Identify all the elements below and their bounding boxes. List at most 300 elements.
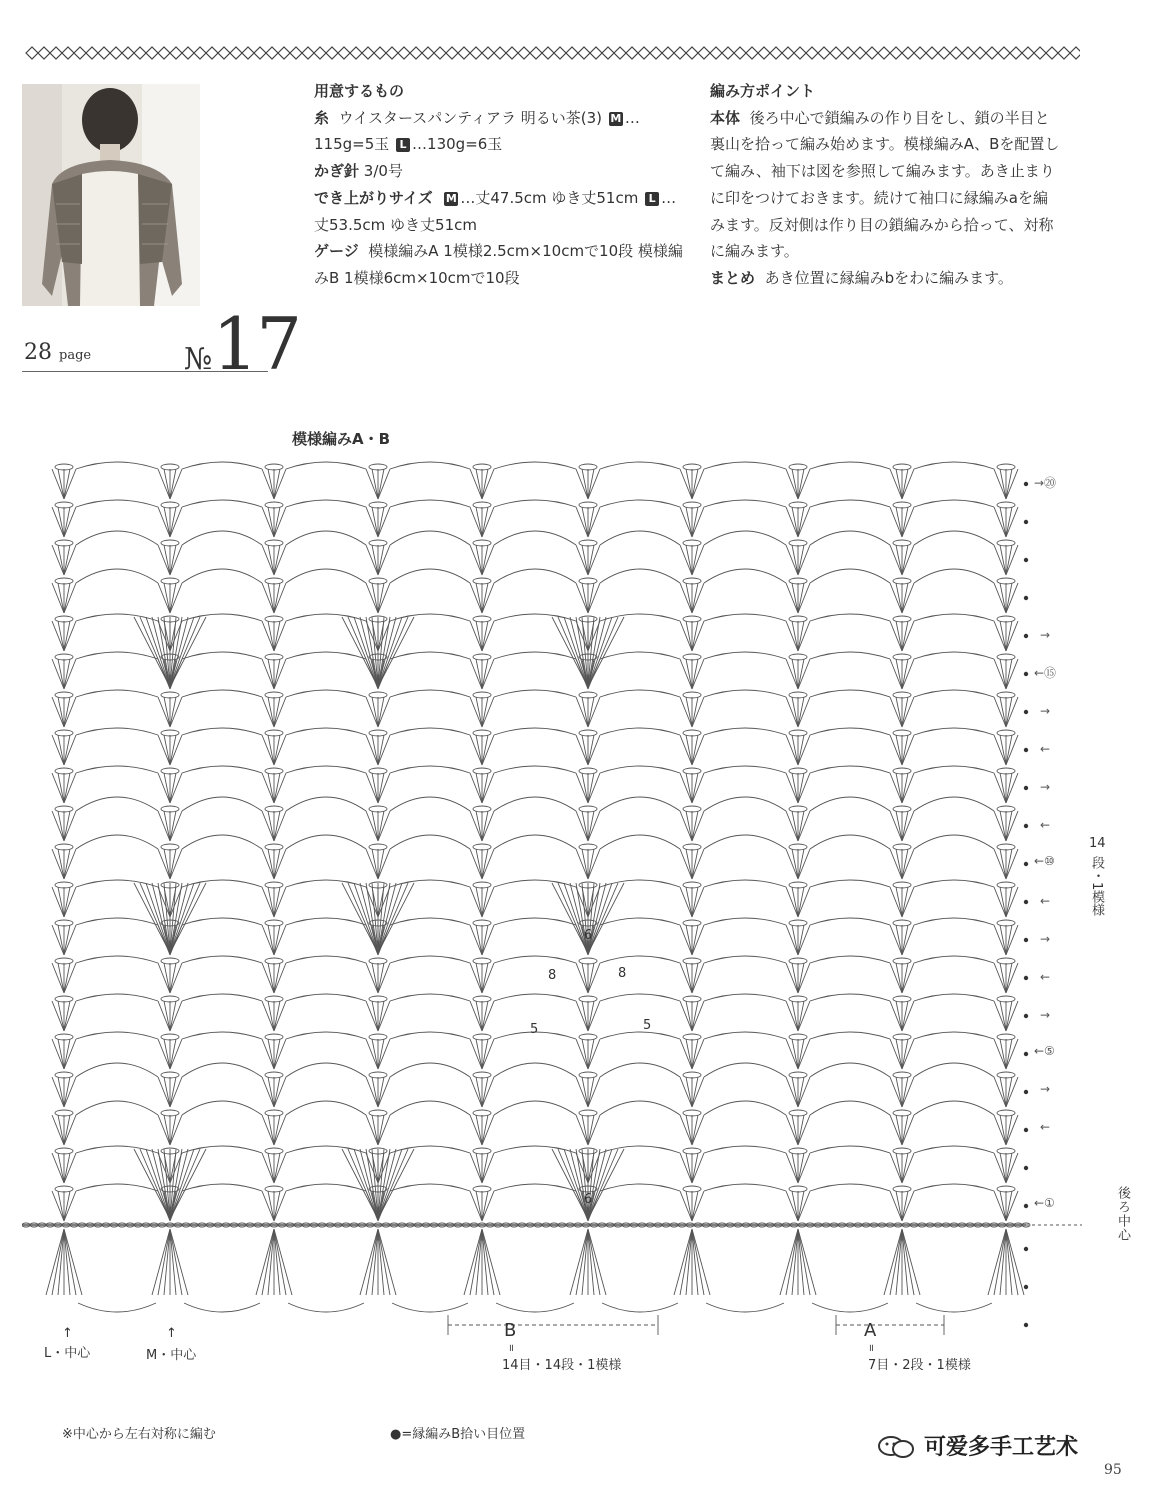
chain-arch	[286, 1101, 366, 1115]
double-crochet	[896, 811, 902, 841]
chain-arch	[600, 994, 680, 1001]
chain-arch	[494, 956, 576, 963]
double-crochet	[52, 697, 64, 727]
double-crochet	[692, 963, 704, 993]
double-crochet	[692, 811, 704, 841]
double-crochet	[680, 659, 692, 689]
double-crochet	[786, 1153, 798, 1183]
double-crochet	[58, 1001, 64, 1031]
border-diamond	[806, 47, 818, 59]
double-crochet	[170, 697, 182, 727]
double-crochet	[170, 1077, 182, 1107]
border-diamond	[434, 47, 446, 59]
double-crochet	[902, 659, 908, 689]
body-label: 本体	[710, 108, 741, 127]
double-crochet	[58, 887, 64, 917]
double-crochet	[798, 1191, 804, 1221]
double-crochet	[994, 963, 1006, 993]
double-crochet	[470, 697, 482, 727]
double-crochet	[170, 963, 176, 993]
chain-arch	[810, 797, 890, 811]
shell-stitch	[378, 1149, 402, 1219]
chain-arch	[494, 652, 576, 659]
double-crochet	[896, 1077, 902, 1107]
double-crochet	[170, 811, 176, 841]
double-crochet	[170, 811, 182, 841]
double-crochet	[798, 1153, 810, 1183]
double-crochet	[158, 849, 170, 879]
border-diamond	[182, 47, 194, 59]
double-crochet	[64, 1039, 76, 1069]
double-crochet	[1006, 621, 1018, 651]
double-crochet	[890, 773, 902, 803]
double-crochet	[476, 583, 482, 613]
double-crochet	[164, 1039, 170, 1069]
double-crochet	[64, 1001, 76, 1031]
double-crochet	[164, 773, 170, 803]
chain-arch	[286, 835, 366, 849]
double-crochet	[274, 735, 280, 765]
double-crochet	[372, 583, 378, 613]
double-crochet	[170, 1077, 176, 1107]
double-crochet	[576, 735, 588, 765]
chain-arch	[494, 690, 576, 697]
chain-arch	[76, 1184, 158, 1191]
double-crochet	[576, 469, 588, 499]
repeat-b-caption: 14目・14段・1模様	[502, 1358, 622, 1373]
double-crochet	[274, 1039, 286, 1069]
double-crochet	[1006, 1077, 1018, 1107]
chain-arch	[914, 1101, 994, 1115]
double-crochet	[1000, 887, 1006, 917]
double-crochet	[798, 1077, 810, 1107]
double-crochet	[686, 1153, 692, 1183]
double-crochet	[378, 1077, 384, 1107]
shell-stitch	[378, 883, 390, 953]
double-crochet	[170, 849, 176, 879]
chain-arch	[182, 500, 262, 507]
double-crochet	[890, 697, 902, 727]
double-crochet	[366, 811, 378, 841]
double-crochet	[902, 621, 908, 651]
double-crochet	[692, 925, 698, 955]
chain-arch	[76, 1063, 158, 1077]
double-crochet	[378, 469, 384, 499]
double-crochet	[274, 697, 286, 727]
chain-arch	[494, 918, 576, 925]
double-crochet	[798, 1153, 804, 1183]
double-crochet	[692, 621, 704, 651]
border-diamond	[470, 47, 482, 59]
double-crochet	[372, 545, 378, 575]
double-crochet	[896, 659, 902, 689]
chain-arch	[914, 1032, 994, 1039]
double-crochet	[64, 469, 76, 499]
shell-stitch	[354, 883, 378, 953]
double-crochet	[158, 545, 170, 575]
double-crochet	[792, 545, 798, 575]
border-diamond	[698, 47, 710, 59]
double-crochet	[170, 1039, 182, 1069]
chain-arch	[914, 690, 994, 697]
border-diamond	[782, 47, 794, 59]
double-crochet	[1000, 773, 1006, 803]
repeat-b-equals: ॥	[508, 1343, 514, 1354]
chain-arch	[810, 956, 890, 963]
double-crochet	[902, 1115, 914, 1145]
double-crochet	[64, 507, 70, 537]
border-diamond	[50, 47, 62, 59]
double-crochet	[576, 849, 588, 879]
page-number: 95	[1104, 1462, 1122, 1478]
pickup-dot	[1024, 634, 1028, 638]
double-crochet	[274, 963, 280, 993]
double-crochet	[786, 507, 798, 537]
edging-arch	[602, 1303, 678, 1312]
chain-arch	[704, 728, 786, 735]
chain-arch	[704, 652, 786, 659]
border-diamond	[146, 47, 158, 59]
double-crochet	[1000, 1191, 1006, 1221]
double-crochet	[52, 735, 64, 765]
double-crochet	[274, 507, 280, 537]
double-crochet	[1006, 545, 1012, 575]
double-crochet	[588, 773, 594, 803]
double-crochet	[170, 545, 182, 575]
chain-arch	[390, 797, 470, 811]
border-diamond	[1022, 47, 1034, 59]
double-crochet	[1000, 963, 1006, 993]
double-crochet	[64, 1115, 70, 1145]
double-crochet	[902, 1191, 914, 1221]
double-crochet	[470, 1077, 482, 1107]
chain-arch	[76, 835, 158, 849]
double-crochet	[692, 1153, 704, 1183]
double-crochet	[170, 469, 182, 499]
yarn-m-amount: …115g=5玉	[314, 108, 640, 154]
border-diamond	[326, 47, 338, 59]
double-crochet	[64, 659, 76, 689]
double-crochet	[164, 697, 170, 727]
double-crochet	[902, 735, 908, 765]
border-diamond	[134, 47, 146, 59]
border-diamond	[398, 47, 410, 59]
double-crochet	[902, 849, 914, 879]
double-crochet	[902, 963, 908, 993]
double-crochet	[372, 735, 378, 765]
double-crochet	[58, 697, 64, 727]
double-crochet	[274, 507, 286, 537]
yarn-l-amount: …130g=6玉	[412, 135, 503, 154]
chain-arch	[76, 918, 158, 925]
border-diamond	[866, 47, 878, 59]
border-diamond	[686, 47, 698, 59]
double-crochet	[1006, 925, 1012, 955]
double-crochet	[274, 469, 286, 499]
double-crochet	[378, 583, 390, 613]
double-crochet	[798, 811, 810, 841]
chain-arch	[390, 531, 470, 545]
double-crochet	[582, 1115, 588, 1145]
double-crochet	[1006, 507, 1018, 537]
double-crochet	[268, 887, 274, 917]
chain-arch	[600, 462, 680, 469]
double-crochet	[902, 735, 914, 765]
double-crochet	[268, 621, 274, 651]
double-crochet	[994, 1039, 1006, 1069]
double-crochet	[890, 735, 902, 765]
chain-arch	[704, 880, 786, 887]
page-reference-word: page	[59, 348, 92, 363]
border-diamond	[746, 47, 758, 59]
repeat-a-letter: A	[864, 1320, 877, 1341]
border-diamond	[218, 47, 230, 59]
double-crochet	[378, 1115, 390, 1145]
pickup-note: ●=縁編みB拾い目位置	[390, 1427, 526, 1442]
double-crochet	[64, 545, 76, 575]
double-crochet	[262, 507, 274, 537]
chain-arch	[494, 531, 576, 545]
border-diamond	[794, 47, 806, 59]
border-diamond	[1034, 47, 1046, 59]
double-crochet	[680, 811, 692, 841]
chain-arch	[286, 1184, 366, 1191]
double-crochet	[476, 773, 482, 803]
shell-stitch	[146, 1149, 170, 1219]
double-crochet	[792, 507, 798, 537]
stitch-count: 6	[584, 1192, 593, 1207]
chain-arch	[914, 956, 994, 963]
chain-arch	[76, 500, 158, 507]
chain-arch	[182, 797, 262, 811]
double-crochet	[798, 1191, 810, 1221]
double-crochet	[792, 735, 798, 765]
chain-arch	[182, 956, 262, 963]
double-crochet	[1006, 849, 1018, 879]
double-crochet	[588, 735, 600, 765]
double-crochet	[52, 773, 64, 803]
double-crochet	[686, 621, 692, 651]
edging-arch	[184, 1303, 260, 1312]
border-diamond	[266, 47, 278, 59]
double-crochet	[366, 1115, 378, 1145]
double-crochet	[792, 1077, 798, 1107]
double-crochet	[482, 507, 488, 537]
double-crochet	[994, 925, 1006, 955]
double-crochet	[582, 1001, 588, 1031]
edging-stitch	[786, 1229, 798, 1295]
double-crochet	[170, 507, 182, 537]
shell-stitch	[354, 1149, 378, 1219]
edging-stitch	[692, 1229, 704, 1295]
double-crochet	[1006, 1115, 1018, 1145]
row-arrow: →	[1040, 1008, 1051, 1022]
double-crochet	[896, 583, 902, 613]
chain-arch	[810, 880, 890, 887]
chain-arch	[600, 797, 680, 811]
double-crochet	[692, 545, 704, 575]
double-crochet	[902, 1077, 908, 1107]
double-crochet	[366, 735, 378, 765]
double-crochet	[64, 583, 76, 613]
double-crochet	[378, 773, 390, 803]
double-crochet	[692, 925, 704, 955]
edging-stitch	[170, 1229, 182, 1295]
border-diamond	[170, 47, 182, 59]
edging-arch	[706, 1303, 784, 1312]
chain-arch	[390, 500, 470, 507]
double-crochet	[470, 507, 482, 537]
pickup-dot	[1024, 1090, 1028, 1094]
chain-arch	[494, 500, 576, 507]
chain-arch	[600, 690, 680, 697]
double-crochet	[582, 545, 588, 575]
double-crochet	[686, 773, 692, 803]
double-crochet	[576, 697, 588, 727]
chain-arch	[704, 569, 786, 583]
chain-arch	[810, 835, 890, 849]
double-crochet	[378, 849, 384, 879]
border-diamond	[38, 47, 50, 59]
double-crochet	[680, 735, 692, 765]
double-crochet	[786, 1077, 798, 1107]
row-marker-1: ←①	[1034, 1196, 1055, 1210]
double-crochet	[482, 849, 488, 879]
double-crochet	[890, 887, 902, 917]
chain-arch	[76, 690, 158, 697]
chain-arch	[76, 462, 158, 469]
double-crochet	[58, 1191, 64, 1221]
repeat-a-caption: 7目・2段・1模様	[868, 1358, 971, 1373]
chain-arch	[494, 766, 576, 773]
double-crochet	[158, 583, 170, 613]
double-crochet	[588, 1077, 594, 1107]
chain-arch	[704, 918, 786, 925]
chain-arch	[76, 652, 158, 659]
double-crochet	[1006, 1039, 1018, 1069]
double-crochet	[470, 583, 482, 613]
double-crochet	[170, 735, 176, 765]
double-crochet	[686, 1115, 692, 1145]
double-crochet	[792, 659, 798, 689]
double-crochet	[64, 1001, 70, 1031]
double-crochet	[896, 887, 902, 917]
double-crochet	[262, 1077, 274, 1107]
double-crochet	[902, 887, 908, 917]
double-crochet	[164, 545, 170, 575]
double-crochet	[482, 773, 494, 803]
double-crochet	[1006, 887, 1012, 917]
chain-arch	[600, 766, 680, 773]
double-crochet	[470, 545, 482, 575]
double-crochet	[470, 735, 482, 765]
chain-arch	[182, 690, 262, 697]
double-crochet	[686, 659, 692, 689]
double-crochet	[378, 697, 390, 727]
shell-stitch	[588, 1149, 600, 1219]
double-crochet	[482, 545, 494, 575]
chain-arch	[810, 614, 890, 621]
double-crochet	[792, 1115, 798, 1145]
double-crochet	[52, 545, 64, 575]
border-diamond	[554, 47, 566, 59]
double-crochet	[268, 1115, 274, 1145]
double-crochet	[476, 545, 482, 575]
double-crochet	[52, 659, 64, 689]
double-crochet	[692, 1153, 698, 1183]
chain-arch	[810, 1184, 890, 1191]
pickup-dot	[1024, 1247, 1028, 1251]
double-crochet	[52, 469, 64, 499]
double-crochet	[786, 963, 798, 993]
double-crochet	[576, 507, 588, 537]
double-crochet	[470, 963, 482, 993]
double-crochet	[792, 1153, 798, 1183]
border-diamond	[950, 47, 962, 59]
double-crochet	[482, 1077, 488, 1107]
size-l-badge: L	[645, 192, 659, 206]
chain-arch	[390, 569, 470, 583]
double-crochet	[798, 1115, 804, 1145]
chain-arch	[76, 569, 158, 583]
border-diamond	[566, 47, 578, 59]
double-crochet	[170, 1001, 182, 1031]
border-diamond	[674, 47, 686, 59]
points-title: 編み方ポイント	[710, 82, 816, 100]
pickup-dot	[1024, 938, 1028, 942]
pickup-dot	[1024, 1014, 1028, 1018]
double-crochet	[680, 849, 692, 879]
double-crochet	[58, 545, 64, 575]
double-crochet	[64, 1153, 70, 1183]
double-crochet	[902, 887, 914, 917]
border-diamond	[914, 47, 926, 59]
double-crochet	[686, 811, 692, 841]
double-crochet	[792, 621, 798, 651]
chain-arch	[810, 1063, 890, 1077]
double-crochet	[1006, 735, 1012, 765]
double-crochet	[482, 621, 494, 651]
double-crochet	[58, 925, 64, 955]
double-crochet	[1006, 1001, 1018, 1031]
symmetry-note: ※中心から左右対称に編む	[62, 1427, 216, 1442]
double-crochet	[64, 1191, 70, 1221]
double-crochet	[1006, 507, 1012, 537]
double-crochet	[994, 735, 1006, 765]
double-crochet	[692, 1115, 704, 1145]
double-crochet	[902, 583, 908, 613]
double-crochet	[686, 735, 692, 765]
chain-arch	[600, 728, 680, 735]
double-crochet	[798, 583, 810, 613]
double-crochet	[896, 697, 902, 727]
row-marker-10: ←⑩	[1034, 854, 1055, 868]
double-crochet	[786, 545, 798, 575]
double-crochet	[680, 1153, 692, 1183]
double-crochet	[576, 963, 588, 993]
chain-arch	[494, 1184, 576, 1191]
double-crochet	[786, 1039, 798, 1069]
double-crochet	[792, 1191, 798, 1221]
double-crochet	[476, 963, 482, 993]
finished-size-label: でき上がりサイズ	[314, 188, 433, 207]
double-crochet	[792, 1039, 798, 1069]
shell-stitch	[158, 883, 170, 953]
pickup-dot	[1024, 900, 1028, 904]
border-diamond	[242, 47, 254, 59]
double-crochet	[470, 469, 482, 499]
double-crochet	[262, 469, 274, 499]
